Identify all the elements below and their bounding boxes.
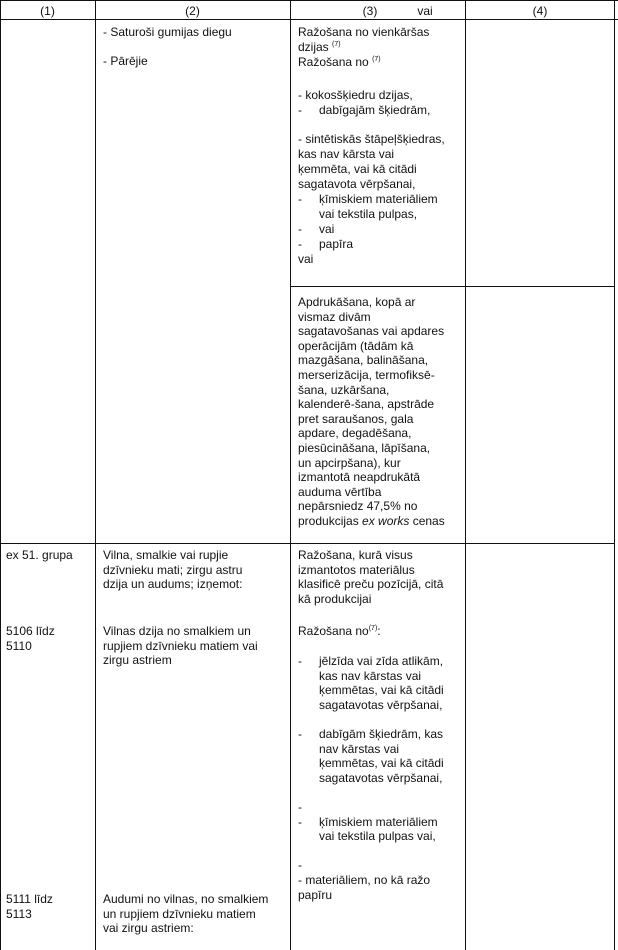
row-b-col3-line-15: nepārsniedz 47,5% no (298, 499, 418, 514)
table-border-right (614, 0, 615, 950)
row-b-col3-line-4: operācijām (tādām kā (298, 338, 414, 353)
row-a-col3-line-3: Ražošana no $^{(7)}$ (298, 55, 381, 69)
row-a-col3-line-12: vai (319, 222, 335, 236)
row-d-col3-item-1-line-4: sagatavotas vērpšanai, (319, 697, 443, 712)
row-b-col3-line-11: piesūcināšana, lāpīšana, (298, 441, 431, 455)
header-col-3: (3) (362, 4, 378, 18)
row-d-col3-item-1-line-1: jēlzīda vai zīda atlikām, (319, 654, 444, 668)
row-c-col2-line-3: dzija un audums; izņemot: (103, 577, 243, 592)
row-b-col3-line-2: vismaz divām (298, 309, 371, 324)
row-divider-a (290, 286, 615, 287)
row-c-col3-line-3: klasificē preču pozīcijā, citā (298, 577, 444, 592)
table-border-left (0, 0, 1, 950)
row-b-col3-line-13: izmantotā neapdrukātā (298, 470, 421, 485)
row-d-col3-dash-4: - (298, 814, 302, 829)
row-a-col2-item-2: - Pārējie (103, 54, 148, 68)
row-d-col2-line-2: rupjiem dzīvnieku matiem vai (103, 638, 258, 653)
row-d-col2-line-1: Vilnas dzija no smalkiem un (103, 624, 251, 638)
row-e-col2-line-3: vai zirgu astriem: (103, 921, 194, 936)
header-divider (0, 19, 618, 20)
row-b-col3-line-12: un apcirpšana), kur (298, 455, 401, 470)
row-d-col3-intro: Ražošana $no^{(7)}$: (298, 624, 381, 638)
header-col-4: (4) (532, 4, 548, 18)
row-d-col3-item-2-line-2: nav kārstas vai (319, 741, 400, 756)
col-divider-2 (290, 0, 291, 950)
row-e-col2-line-2: un rupjiem dzīvnieku matiem (103, 906, 256, 921)
row-b-col3-line-5: mazgāšana, balināšana, (298, 353, 429, 368)
row-d-col3-item-2-line-1: dabīgām šķiedrām, kas (319, 727, 444, 741)
row-d-col3-item-1-line-3: ķemmētas, vai kā citādi (319, 683, 444, 698)
footnote-ref: (7) (332, 41, 341, 48)
row-c-col1: ex 51. grupa (6, 548, 73, 562)
row-c-col2-line-2: dzīvnieku mati; zirgu astru (103, 562, 243, 577)
row-d-col3-item-4-line-1: ķīmiskiem materiāliem (319, 814, 438, 829)
row-d-col3-dash-5: - (298, 858, 302, 873)
row-b-col3-line-10: apdare, degadēšana, (298, 426, 412, 441)
table-border-top (0, 0, 618, 1)
header-col-3-vai: vai (417, 4, 433, 18)
row-a-col3-line-2: dzijas $^{(7)}$ (298, 40, 341, 54)
row-d-col3-last-line-2: papīru (298, 887, 333, 902)
footnote-ref: (7) (368, 625, 378, 632)
row-b-col3-line-9: pret saraušanos, gala (298, 411, 414, 426)
row-d-col3-item-4-line-2: vai tekstila pulpas vai, (319, 829, 436, 844)
row-a-col3-dash-12: - (298, 222, 302, 236)
row-e-col2-line-1: Audumi no vilnas, no smalkiem (103, 892, 269, 906)
row-c-col2-line-1: Vilna, smalkie vai rupjie (103, 548, 229, 562)
row-b-col3-line-last: produkcijas ex works cenas (298, 514, 445, 528)
row-a-col3-line-9: sagatavota vērpšanai, (298, 177, 416, 191)
row-d-col3-dash-3: - (298, 800, 302, 814)
row-a-col3-line-8: ķemmēta, vai kā citādi (298, 162, 417, 176)
row-a-col3-dash-13: - (298, 237, 302, 251)
row-d-col3-item-1-line-2: kas nav kārstas vai (319, 668, 422, 683)
header-col-2: (2) (185, 4, 200, 18)
header-col-1: (1) (40, 4, 55, 18)
row-a-col3-line-14: vai (298, 252, 314, 266)
row-e-col1-line-2: 5113 (6, 906, 32, 921)
row-divider-b (0, 543, 615, 544)
row-a-col3-dash-5: - (298, 103, 302, 117)
row-d-col3-dash-1: - (298, 654, 302, 668)
row-a-col3-line-7: kas nav kārsta vai (298, 147, 395, 161)
row-b-col3-line-6: merserizācija, termofiksē- (298, 368, 435, 382)
row-c-col3-line-2: izmantotos materiālus (298, 562, 415, 577)
row-a-col3-line-1: Ražošana no vienkāršas (298, 25, 430, 39)
row-d-col3-item-2-line-3: ķemmētas, vai kā citādi (319, 756, 444, 771)
row-e-col1-line-1: 5111 līdz (6, 892, 53, 906)
row-a-col3-line-5: dabīgajām šķiedrām, (319, 103, 431, 117)
row-d-col2-line-3: zirgu astriem (103, 653, 172, 668)
row-c-col3-line-1: Ražošana, kurā visus (298, 548, 413, 562)
row-b-col3-line-14: auduma vērtība (298, 484, 382, 499)
row-d-col3-item-2-line-4: sagatavotas vērpšanai, (319, 770, 443, 785)
row-b-col3-line-3: sagatavošanas vai apdares (298, 324, 445, 339)
row-a-col3-line-6: - sintētiskās štāpeļšķiedras, (298, 132, 445, 146)
row-b-col3-line-8: kalenderē-šana, apstrāde (298, 397, 435, 412)
row-a-col3-dash-10: - (298, 192, 302, 206)
col-divider-1 (95, 0, 96, 950)
row-b-col3-line-7: šana, uzkāršana, (298, 382, 390, 397)
row-d-col1-line-2: 5110 (6, 638, 32, 653)
col-divider-3 (465, 0, 466, 950)
row-b-col3-line-1: Apdrukāšana, kopā ar (298, 295, 416, 309)
row-a-col2-item-1: - Saturoši gumijas diegu (103, 25, 232, 39)
row-a-col3-line-4: - kokosšķiedru dzijas, (298, 88, 413, 102)
row-d-col3-dash-2: - (298, 727, 302, 741)
row-c-col3-line-4: kā produkcijai (298, 591, 372, 606)
row-a-col3-line-10: ķīmiskiem materiāliem (319, 192, 438, 206)
footnote-ref: (7) (372, 56, 381, 63)
row-d-col1-line-1: 5106 līdz (6, 624, 55, 638)
row-a-col3-line-13: papīra (319, 237, 354, 251)
row-a-col3-line-11: vai tekstila pulpas, (319, 207, 418, 221)
row-d-col3-last-line-1: - materiāliem, no kā ražo (298, 873, 431, 887)
